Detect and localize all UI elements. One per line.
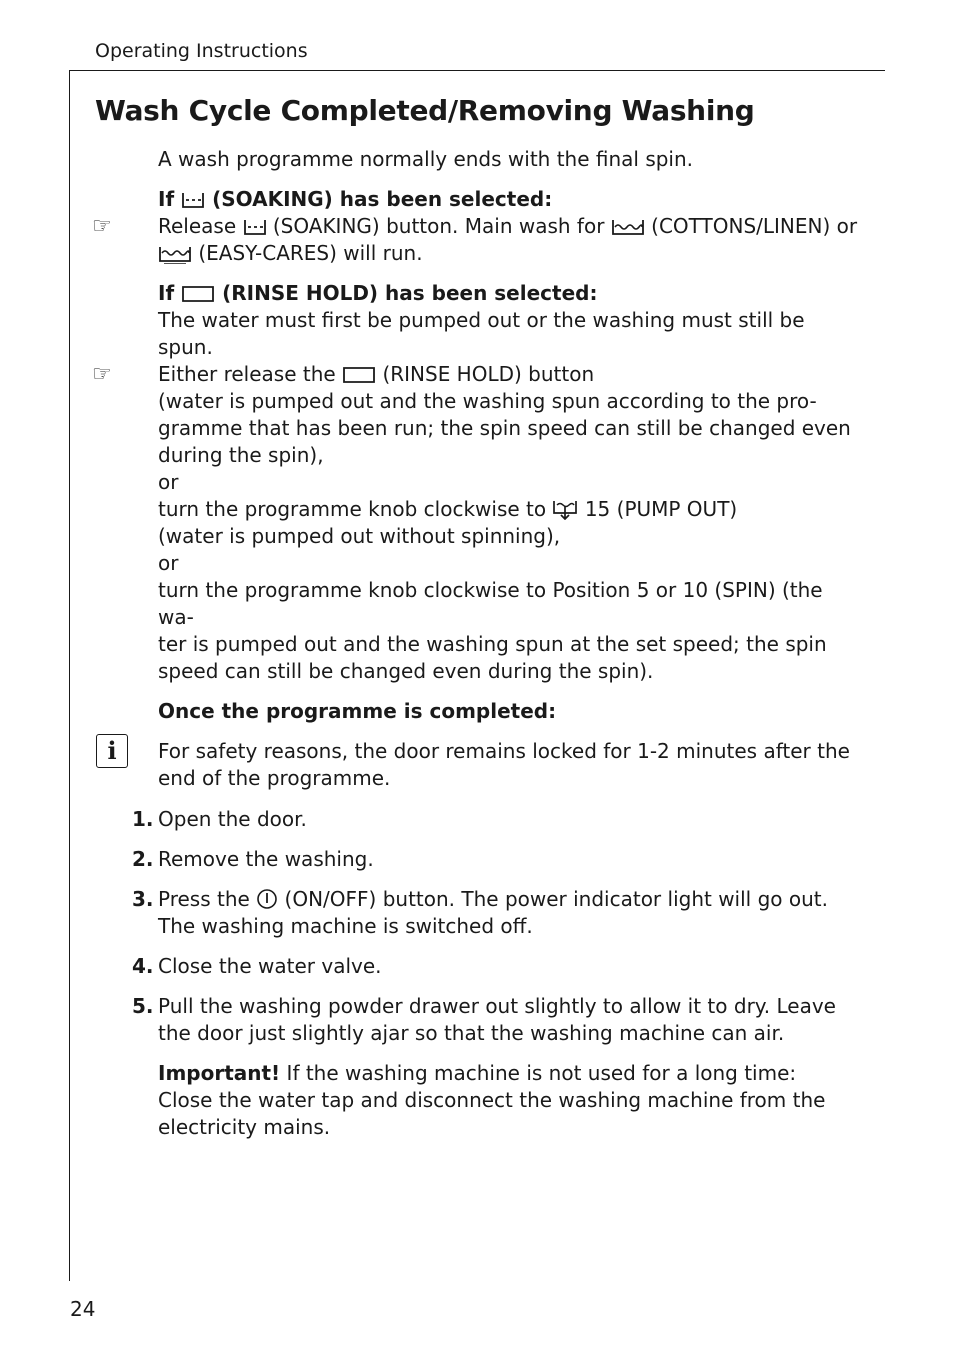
- page-title: Wash Cycle Completed/Removing Washing: [95, 94, 755, 127]
- list-item: 2. Remove the washing.: [132, 847, 374, 871]
- info-icon: i: [96, 734, 128, 768]
- power-icon: [256, 888, 278, 910]
- main-content: [92, 146, 858, 1141]
- pointing-hand-icon: ☞: [92, 362, 112, 387]
- soak-tub-icon: [243, 217, 267, 237]
- safety-info: i For safety reasons, the door remains locked for 1-2 minutes after the end of the programme.: [158, 738, 858, 792]
- rinse-hold-options: ☞ Either release the (RINSE HOLD) button (water is pumped out and the washing spun according to the pro- gramme that has been run; the spin speed can still be changed even during the spin), or turn the programme knob clockwise to 15 (PUMP OUT) (water is pumped out without spinning), or turn the programme knob clockwise to Position 5 or 10 (SPIN) (the wa- ter is pumped out and the washing spun at the set speed; the spin speed can still be changed even during the spin).: [92, 362, 851, 683]
- rinse-hold-tub-icon: [181, 284, 215, 304]
- running-head: Operating Instructions: [95, 40, 308, 62]
- margin-rule: [69, 70, 70, 1281]
- header-rule: [69, 70, 885, 71]
- steps-list: [132, 806, 858, 1047]
- soaking-heading: If (SOAKING) has been selected:: [158, 187, 553, 211]
- pointing-hand-icon: ☞: [92, 214, 112, 239]
- rinse-hold-intro: The water must first be pumped out or the washing must still be spun.: [158, 308, 805, 359]
- list-item: 4. Close the water valve.: [132, 954, 382, 978]
- list-item: 1. Open the door.: [132, 807, 307, 831]
- important-note: Important! If the washing machine is not used for a long time: Close the water tap and disconnect the washing machine from the electricity mains.: [158, 1061, 826, 1139]
- intro-text: A wash programme normally ends with the final spin.: [158, 147, 694, 171]
- cottons-tub-icon: [611, 217, 645, 237]
- soaking-instruction: ☞ Release (SOAKING) button. Main wash for (COTTONS/LINEN) or (EASY-CARES) will run.: [92, 214, 858, 265]
- list-item: 5. Pull the washing powder drawer out slightly to allow it to dry. Leave the door just slightly ajar so that the washing machine can air.: [132, 994, 836, 1045]
- completed-heading: Once the programme is completed:: [158, 699, 557, 723]
- page-number: 24: [70, 1297, 96, 1321]
- easycares-tub-icon: [158, 244, 192, 264]
- rinse-hold-tub-icon: [342, 365, 376, 385]
- soak-tub-icon: [181, 190, 205, 210]
- pump-out-icon: [552, 498, 578, 520]
- list-item: 3. Press the (ON/OFF) button. The power indicator light will go out. The washing machine is switched off.: [132, 887, 828, 938]
- rinse-hold-heading: If (RINSE HOLD) has been selected:: [158, 281, 598, 305]
